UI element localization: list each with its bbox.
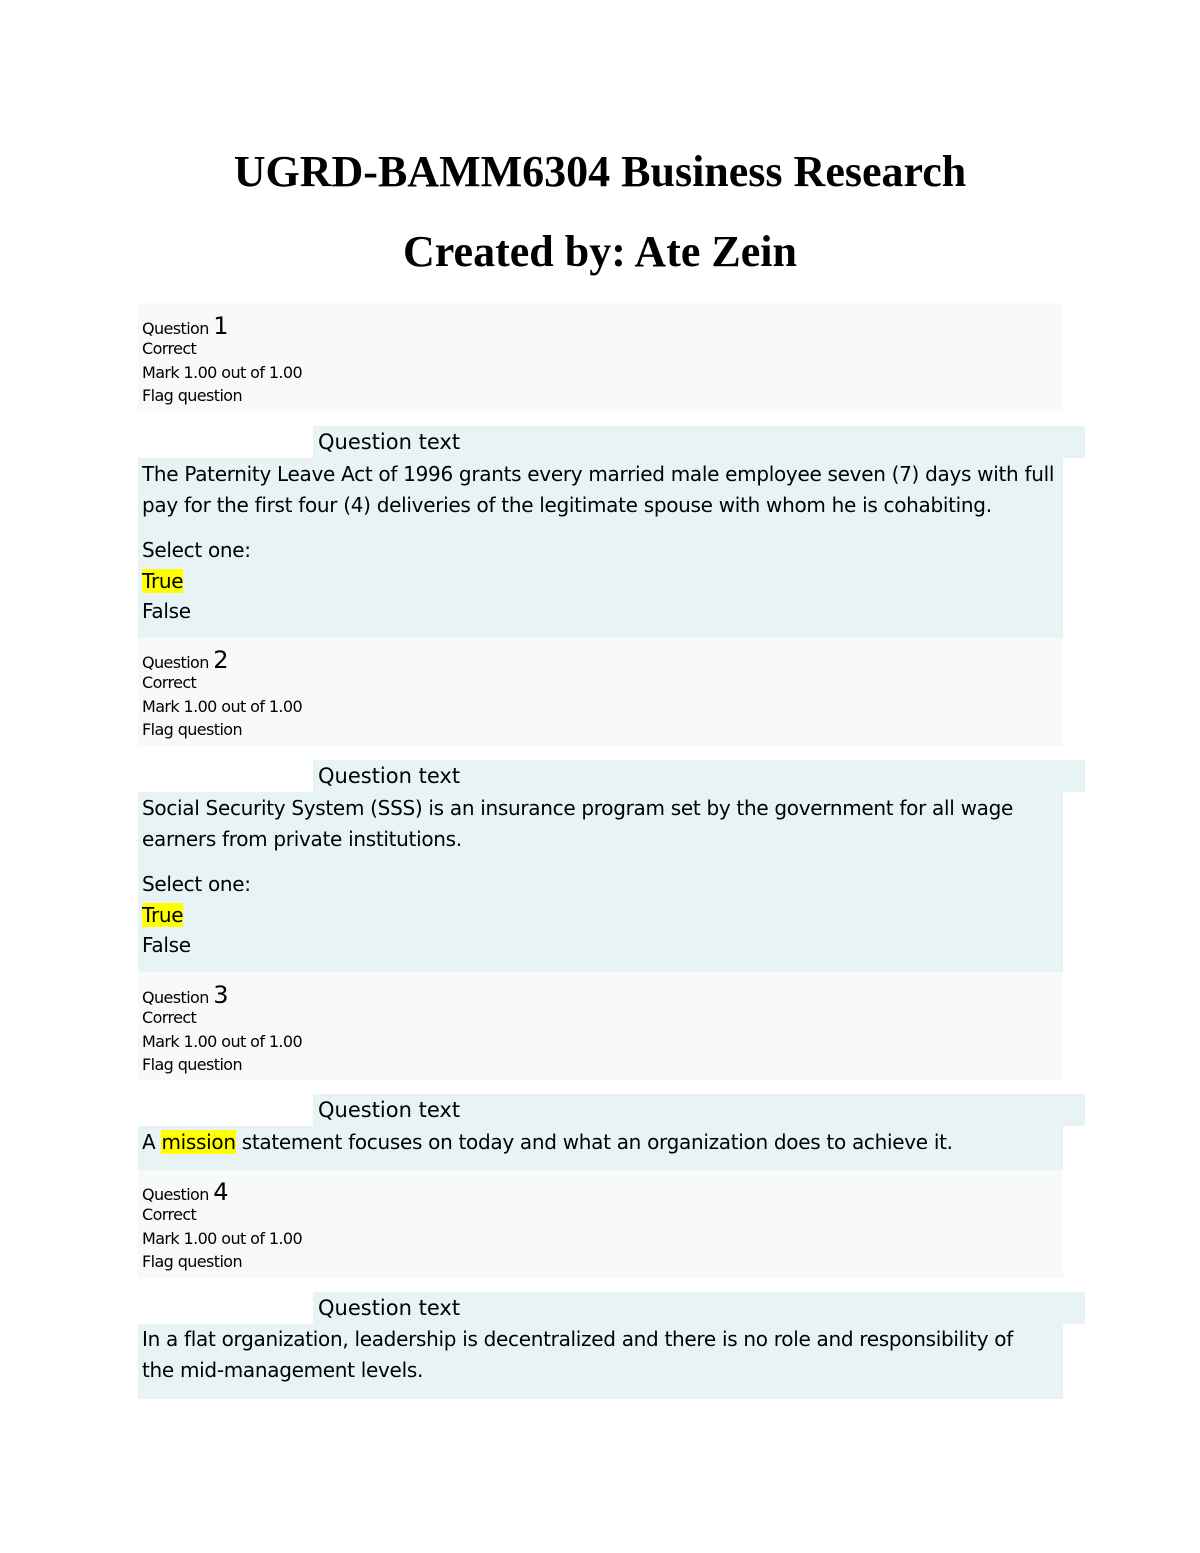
question-mark: Mark 1.00 out of 1.00 xyxy=(142,696,303,716)
option-true[interactable] xyxy=(142,900,1059,931)
question-word: Question xyxy=(142,988,209,1007)
question-text-line: earners from private institutions. xyxy=(142,826,462,851)
question-info-1 xyxy=(138,303,1063,411)
option-true[interactable] xyxy=(142,566,1059,597)
question-info-4 xyxy=(138,1170,1063,1278)
question-text-label: Question text xyxy=(313,760,1085,792)
select-one-label: Select one: xyxy=(142,872,251,896)
question-body-2 xyxy=(138,792,1063,972)
question-status: Correct xyxy=(142,673,197,692)
question-text-start: A xyxy=(142,1130,162,1154)
question-text-label: Question text xyxy=(313,1292,1085,1324)
answer-highlight: True xyxy=(142,568,184,593)
question-number: 2 xyxy=(213,646,229,674)
question-info-2 xyxy=(138,638,1063,746)
flag-question-link[interactable]: Flag question xyxy=(142,720,243,739)
keyword-highlight: mission xyxy=(161,1130,236,1154)
option-false[interactable]: False xyxy=(142,599,191,623)
question-number: 1 xyxy=(213,312,229,340)
option-false[interactable]: False xyxy=(142,933,191,957)
question-number: 3 xyxy=(213,981,229,1009)
question-number: 4 xyxy=(213,1178,229,1206)
answer-highlight: True xyxy=(142,902,184,927)
question-body-1 xyxy=(138,458,1063,638)
question-word: Question xyxy=(142,1185,209,1204)
question-status: Correct xyxy=(142,1205,197,1224)
question-word: Question xyxy=(142,319,209,338)
question-text-end: statement focuses on today and what an organization does to achieve it. xyxy=(235,1130,953,1154)
question-text-label: Question text xyxy=(313,426,1085,458)
flag-question-link[interactable]: Flag question xyxy=(142,1055,243,1074)
question-text-line: Social Security System (SSS) is an insurance program set by the government for all wage xyxy=(142,796,1013,820)
flag-question-link[interactable]: Flag question xyxy=(142,386,243,405)
question-text-line xyxy=(142,1127,1059,1158)
flag-question-link[interactable]: Flag question xyxy=(142,1252,243,1271)
question-text-line: In a flat organization, leadership is decentralized and there is no role and responsibility of xyxy=(142,1327,1013,1351)
question-mark: Mark 1.00 out of 1.00 xyxy=(142,1031,303,1051)
question-text-line: pay for the first four (4) deliveries of the legitimate spouse with whom he is cohabiting. xyxy=(142,492,992,517)
question-heading xyxy=(142,981,1063,1009)
question-body-4 xyxy=(138,1324,1063,1399)
document-author: Created by: Ate Zein xyxy=(403,227,797,276)
question-word: Question xyxy=(142,653,209,672)
question-heading xyxy=(142,1178,1063,1206)
question-text-label: Question text xyxy=(313,1094,1085,1126)
question-info-3 xyxy=(138,972,1063,1080)
select-one-label: Select one: xyxy=(142,538,251,562)
question-heading xyxy=(142,312,1063,340)
document-title: UGRD-BAMM6304 Business Research xyxy=(233,147,967,196)
question-text-line: The Paternity Leave Act of 1996 grants every married male employee seven (7) days with full xyxy=(142,462,1055,486)
question-mark: Mark 1.00 out of 1.00 xyxy=(142,1228,303,1248)
question-body-3 xyxy=(138,1126,1063,1170)
question-heading xyxy=(142,646,1063,674)
question-status: Correct xyxy=(142,1008,197,1027)
question-status: Correct xyxy=(142,339,197,358)
question-mark: Mark 1.00 out of 1.00 xyxy=(142,362,303,382)
question-text-line: the mid-management levels. xyxy=(142,1357,423,1382)
